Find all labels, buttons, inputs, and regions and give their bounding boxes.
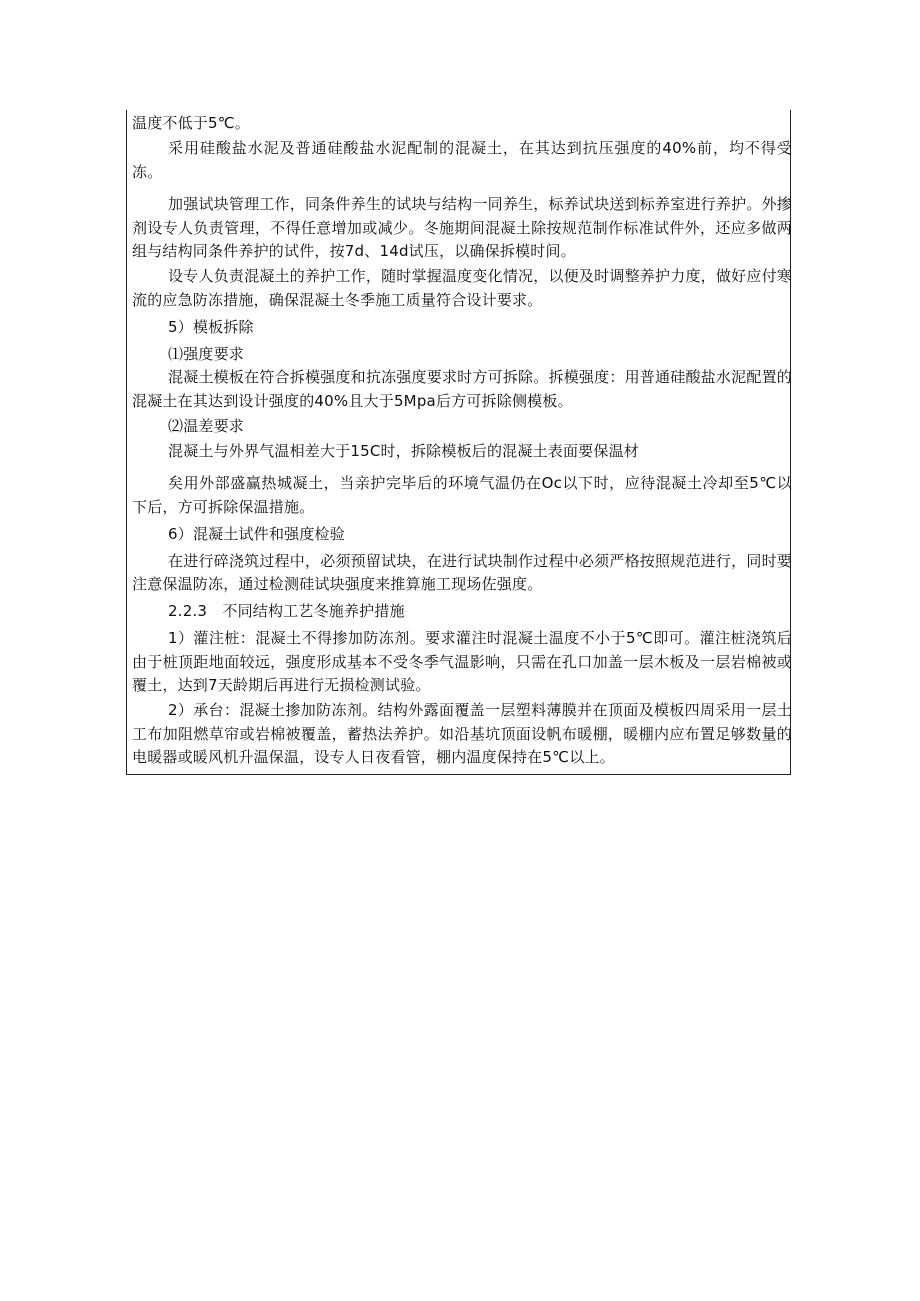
paragraph-insulation-removal: 矣用外部盛赢热城凝土，当亲护完毕后的环境气温仍在Oc以下时，应待混凝土冷却至5℃以下后，方可拆除保温措施。: [132, 474, 792, 516]
heading-temperature-difference: ⑵温差要求: [168, 416, 245, 435]
heading-strength-requirement: ⑴强度要求: [168, 344, 245, 363]
paragraph-temperature-difference: 混凝土与外界气温相差大于15C时，拆除模板后的混凝土表面要保温材: [168, 441, 639, 460]
paragraph-test-specimens: 在进行碎浇筑过程中，必须预留试块，在进行试块制作过程中必须严格按照规范进行，同时要注意保温防冻，通过检测硅试块强度来推算施工现场佐强度。: [132, 551, 792, 593]
paragraph-temperature-limit: 温度不低于5℃。: [132, 114, 250, 132]
heading-test-specimens: 6）混凝土试件和强度检验: [168, 524, 345, 543]
paragraph-test-block-management: 加强试块管理工作，同条件养生的试块与结构一同养生，标养试块送到标养室进行养护。外掺剂设专人负责管理，不得任意增加或减少。冬施期间混凝土除按规范制作标准试件外，还应多做两组与结构同条件养护的试件，按7d、14d试压，以确保拆模时间。: [132, 195, 792, 260]
paragraph-bored-pile: 1）灌注桩：混凝土不得掺加防冻剂。要求灌注时混凝土温度不小于5℃即可。灌注桩浇筑后由于桩顶距地面较远，强度形成基本不受冬季气温影响，只需在孔口加盖一层木板及一层岩棉被或覆土，达到7天龄期后再进行无损检测试验。: [132, 629, 792, 694]
paragraph-pile-cap: 2）承台：混凝土掺加防冻剂。结构外露面覆盖一层塑料薄膜并在顶面及模板四周采用一层土工布加阻燃草帘或岩棉被覆盖，蓄热法养护。如沿基坑顶面设帆布暖棚，暖棚内应布置足够数量的电暖器或暖风机升温保温，设专人日夜看管，棚内温度保持在5℃以上。: [132, 701, 792, 766]
heading-formwork-removal: 5）模板拆除: [168, 317, 254, 336]
document-body: [132, 112, 792, 770]
paragraph-cement-frost: 采用硅酸盐水泥及普通硅酸盐水泥配制的混凝土，在其达到抗压强度的40%前，均不得受冻。: [132, 139, 792, 181]
paragraph-curing-staff: 设专人负责混凝土的养护工作，随时掌握温度变化情况，以便及时调整养护力度，做好应付寒流的应急防冻措施，确保混凝土冬季施工质量符合设计要求。: [132, 267, 792, 309]
heading-structure-curing: 2.2.3 不同结构工艺冬施养护措施: [168, 602, 405, 620]
paragraph-strength-requirement: 混凝土模板在符合拆模强度和抗冻强度要求时方可拆除。拆模强度：用普通硅酸盐水泥配置的混凝土在其达到设计强度的40%且大于5Mpa后方可拆除侧模板。: [132, 368, 792, 410]
